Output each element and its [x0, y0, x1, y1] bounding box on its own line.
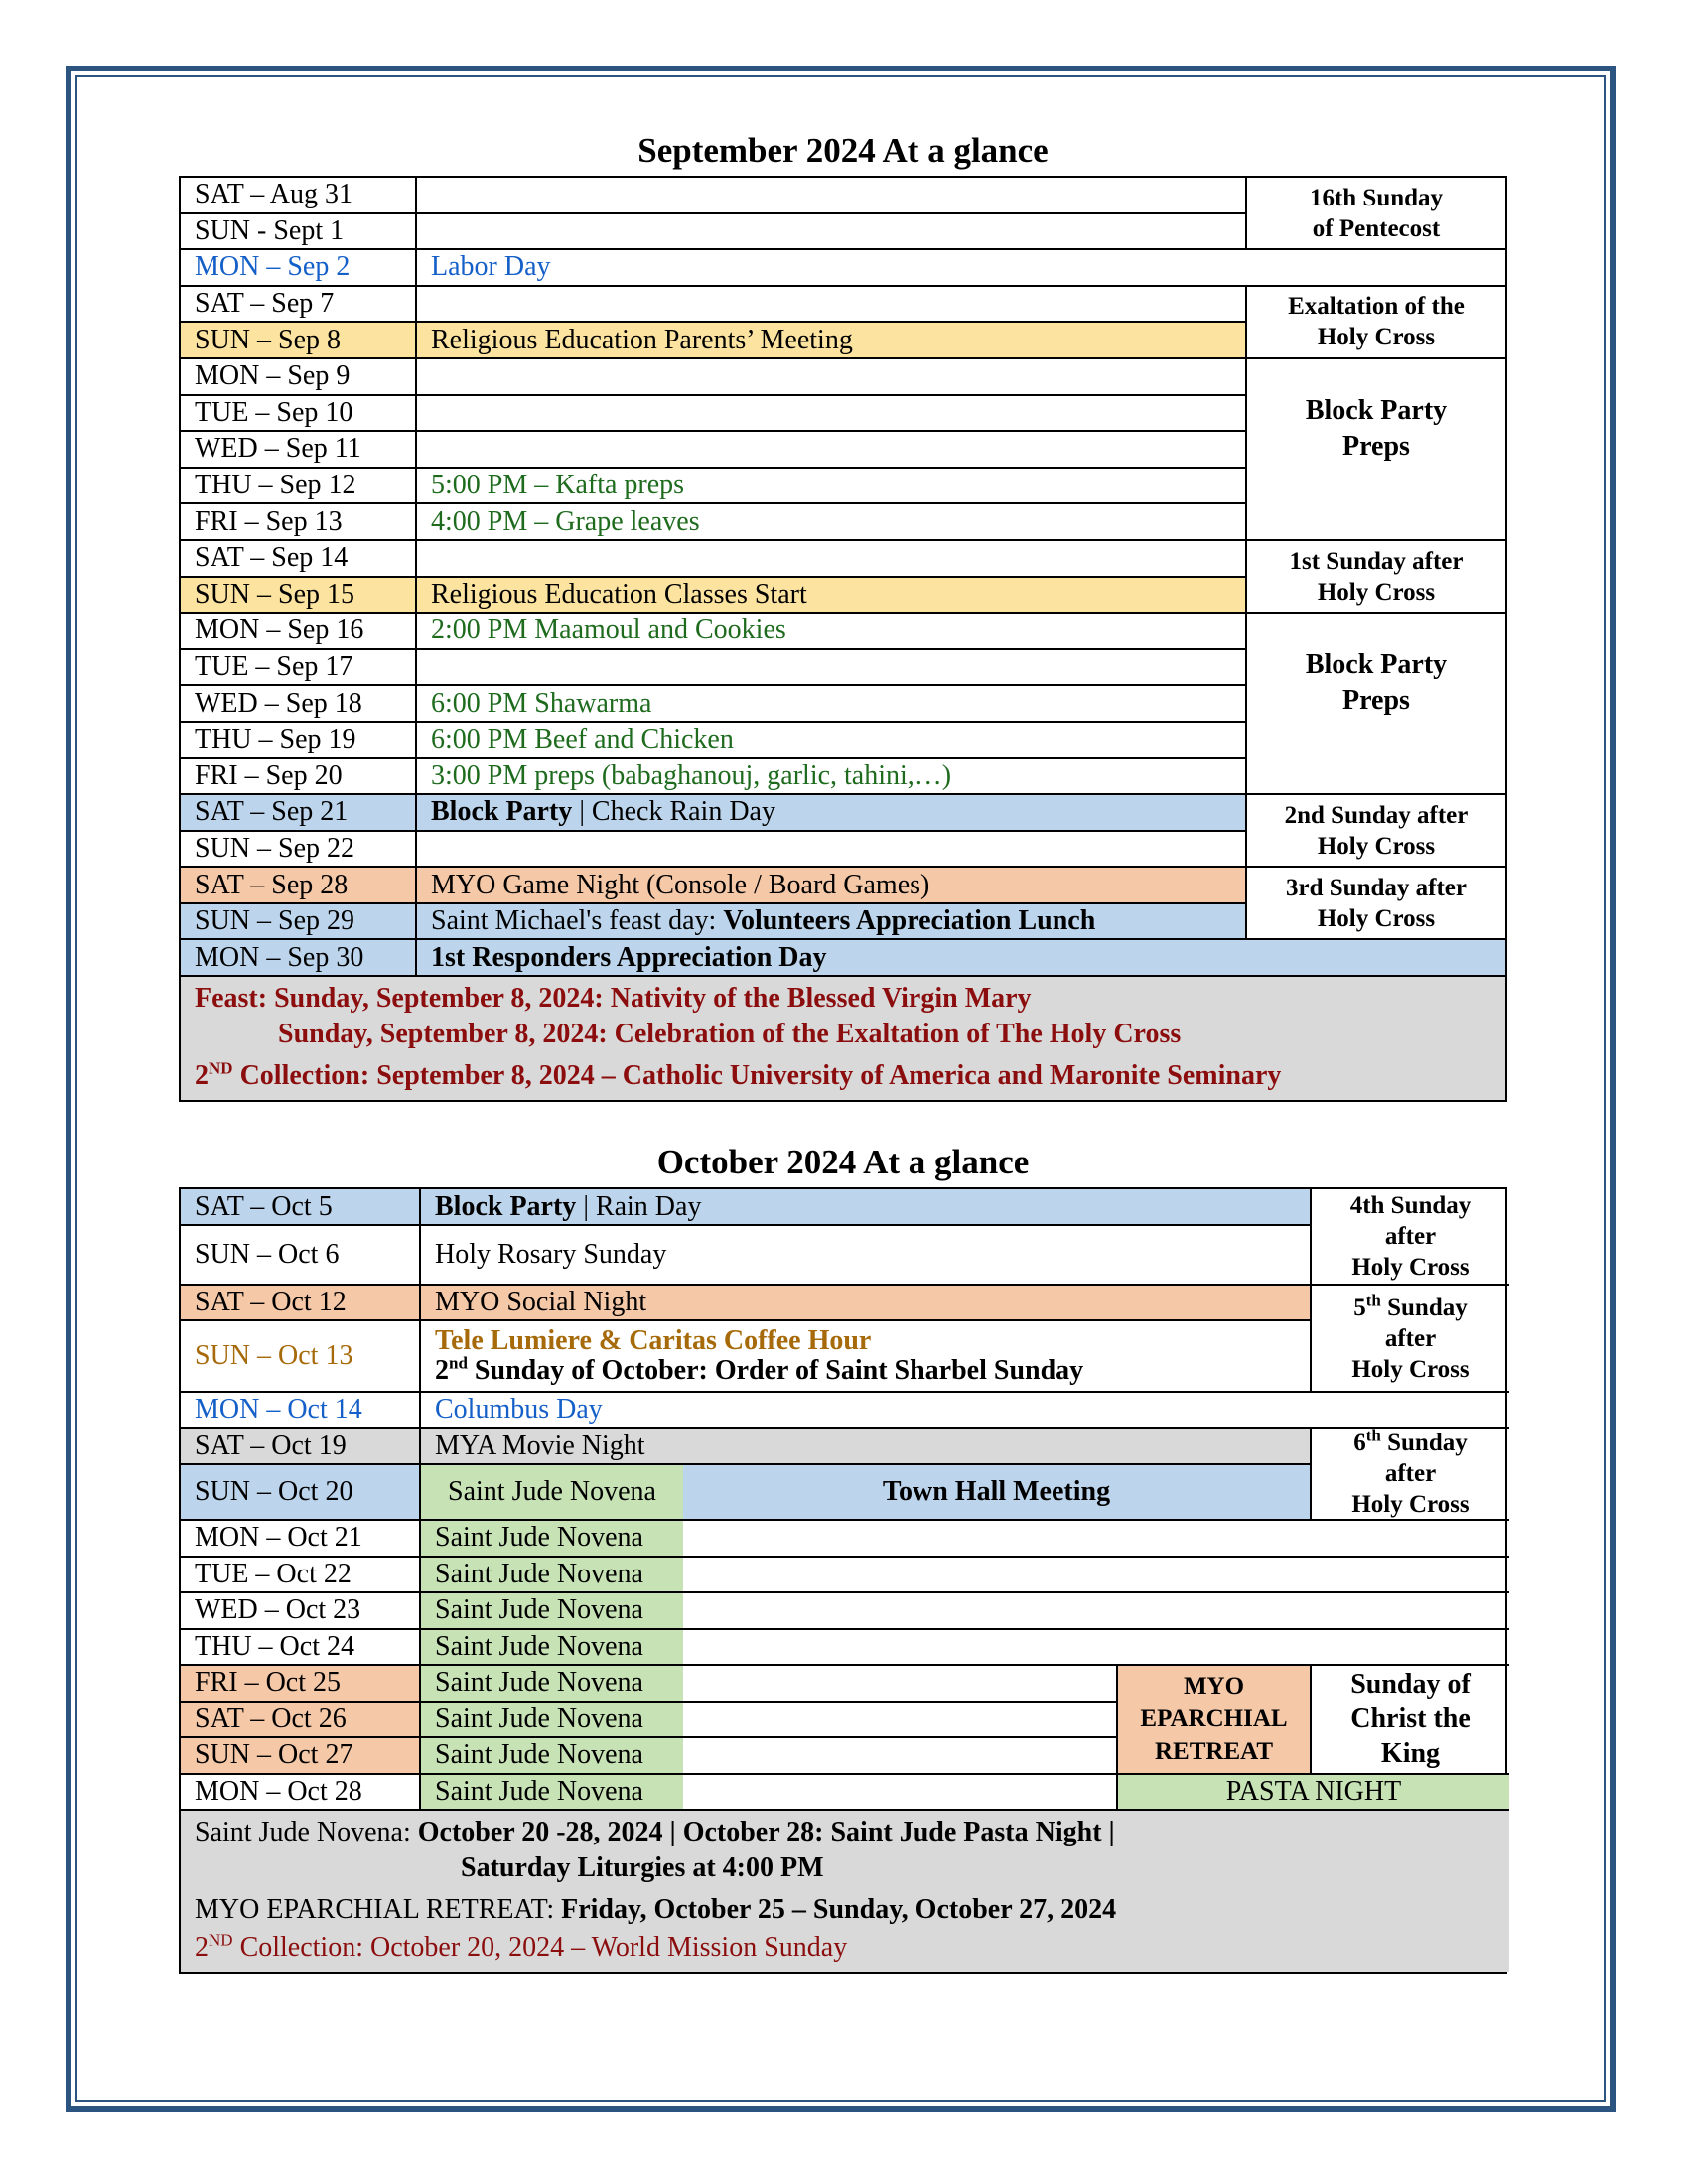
side-label [1247, 359, 1505, 541]
event-cell: 4:00 PM – Grape leaves [417, 504, 1247, 541]
event-cell: 5:00 PM – Kafta preps [417, 469, 1247, 505]
side-line: 5 [1353, 1294, 1366, 1321]
event-cell: Holy Rosary Sunday [421, 1226, 1312, 1286]
date-cell: SUN – Sep 22 [181, 832, 417, 869]
collection-superscript: ND [209, 1058, 233, 1078]
event-cell [417, 359, 1247, 396]
novena-cell: Saint Jude Novena [421, 1593, 683, 1630]
feast-date: Sunday, September 8, 2024: [274, 983, 604, 1015]
side-line: Block Party [1305, 394, 1448, 426]
event-cell [421, 1189, 1312, 1226]
side-line: Sunday [1380, 1430, 1468, 1456]
event-cell: MYO Game Night (Console / Board Games) [417, 868, 1247, 904]
side-line: Holy Cross [1317, 904, 1436, 932]
novena-cell: Saint Jude Novena [421, 1558, 683, 1594]
event-cell: 1st Responders Appreciation Day [417, 940, 1505, 977]
side-line: after [1384, 1460, 1437, 1487]
side-line: of Pentecost [1312, 214, 1441, 242]
event-cell [417, 832, 1247, 869]
september-footer [181, 977, 1505, 1100]
event-cell [683, 1738, 1118, 1775]
event-cell [683, 1593, 1509, 1630]
novena-label: Saint Jude Novena: [195, 1817, 411, 1847]
date-cell: SUN – Oct 6 [181, 1226, 421, 1286]
side-line: Exaltation of the [1288, 293, 1465, 321]
feast-text: Celebration of the Exaltation of The Holy Cross [607, 1019, 1182, 1050]
september-title: September 2024 At a glance [637, 131, 1049, 170]
date-cell: FRI – Sep 13 [181, 504, 417, 541]
event-cell: 6:00 PM Shawarma [417, 686, 1247, 723]
date-cell: MON – Oct 28 [181, 1775, 421, 1812]
side-line: Preps [1342, 685, 1410, 717]
side-line: Holy Cross [1351, 1254, 1470, 1281]
ordinal-number: 2 [435, 1355, 449, 1386]
side-line: Holy Cross [1351, 1355, 1470, 1383]
side-label [1247, 178, 1505, 250]
collection-line [195, 1930, 1495, 1966]
event-cell [683, 1558, 1509, 1594]
collection-text: Collection: October 20, 2024 – World Mission Sunday [232, 1932, 848, 1963]
retreat-line [195, 1892, 1495, 1928]
event-cell [417, 214, 1247, 251]
collection-superscript: ND [209, 1930, 233, 1950]
date-cell: SUN – Sep 29 [181, 904, 417, 941]
event-cell: Religious Education Classes Start [417, 578, 1247, 614]
date-cell: SAT – Aug 31 [181, 178, 417, 214]
event-cell: Columbus Day [421, 1393, 1509, 1429]
date-cell: SAT – Sep 7 [181, 287, 417, 324]
side-line: 3rd Sunday after [1286, 874, 1467, 901]
side-label [1247, 614, 1505, 795]
event-text: | Rain Day [576, 1190, 702, 1222]
collection-text: Collection: September 8, 2024 – Catholic University of America and Maronite Seminary [232, 1060, 1282, 1092]
feast-date: Sunday, September 8, 2024: [278, 1019, 608, 1050]
date-cell: SAT – Oct 12 [181, 1286, 421, 1321]
event-cell [417, 904, 1247, 941]
side-line: Preps [1342, 430, 1410, 462]
date-cell: SAT – Sep 14 [181, 541, 417, 578]
novena-cell: Saint Jude Novena [421, 1630, 683, 1667]
date-cell: MON – Oct 14 [181, 1393, 421, 1429]
feast-line-2 [195, 1017, 1491, 1052]
side-line: Holy Cross [1317, 832, 1436, 860]
date-cell: FRI – Oct 25 [181, 1666, 421, 1703]
september-table [179, 176, 1507, 1102]
side-line: King [1380, 1738, 1441, 1770]
date-cell: MON – Sep 2 [181, 250, 417, 287]
novena-line [195, 1815, 1495, 1850]
collection-number: 2 [195, 1932, 209, 1963]
feast-label: Feast: [195, 983, 275, 1015]
retreat-line: MYO [1183, 1673, 1245, 1701]
event-text: Saint Michael's feast day: [431, 905, 724, 937]
date-cell: THU – Sep 12 [181, 469, 417, 505]
novena-cell: Saint Jude Novena [421, 1703, 683, 1739]
date-cell: THU – Oct 24 [181, 1630, 421, 1667]
side-label [1247, 795, 1505, 868]
event-bold: Block Party [431, 796, 573, 828]
retreat-label [1118, 1666, 1312, 1775]
side-line: Sunday [1380, 1294, 1468, 1321]
date-cell: SAT – Sep 28 [181, 868, 417, 904]
event-cell [417, 650, 1247, 687]
date-cell: WED – Sep 18 [181, 686, 417, 723]
event-cell [683, 1775, 1118, 1812]
event-cell [683, 1666, 1118, 1703]
novena-text: October 20 -28, 2024 | October 28: Saint Jude Pasta Night | [410, 1817, 1115, 1847]
feast-line-1 [195, 981, 1491, 1017]
side-label [1247, 287, 1505, 359]
event-bold: Volunteers Appreciation Lunch [723, 905, 1096, 937]
date-cell: SUN – Oct 27 [181, 1738, 421, 1775]
event-bold: Block Party [435, 1190, 577, 1222]
event-text: | Check Rain Day [572, 796, 775, 828]
event-cell: Religious Education Parents’ Meeting [417, 323, 1247, 359]
event-cell [417, 432, 1247, 469]
event-cell: 3:00 PM preps (babaghanouj, garlic, tahini,…) [417, 759, 1247, 796]
side-line: Holy Cross [1351, 1491, 1470, 1518]
date-cell: MON – Sep 9 [181, 359, 417, 396]
collection-line [195, 1058, 1491, 1094]
side-label [1312, 1666, 1509, 1775]
retreat-label: MYO EPARCHIAL RETREAT: [195, 1894, 555, 1925]
event-cell [417, 396, 1247, 433]
date-cell: TUE – Sep 10 [181, 396, 417, 433]
date-cell: SAT – Sep 21 [181, 795, 417, 832]
novena-cell: Saint Jude Novena [421, 1465, 683, 1521]
side-label [1312, 1429, 1509, 1521]
side-line: after [1384, 1324, 1437, 1352]
date-cell: WED – Sep 11 [181, 432, 417, 469]
event-cell: 6:00 PM Beef and Chicken [417, 723, 1247, 759]
side-line: 16th Sunday [1309, 184, 1444, 211]
side-line: after [1384, 1223, 1437, 1250]
date-cell: SUN – Sep 15 [181, 578, 417, 614]
event-cell: 2:00 PM Maamoul and Cookies [417, 614, 1247, 650]
retreat-line: RETREAT [1154, 1738, 1273, 1766]
date-cell: MON – Sep 30 [181, 940, 417, 977]
novena-cell: Saint Jude Novena [421, 1666, 683, 1703]
event-text: Sunday of October: Order of Saint Sharbel Sunday [467, 1355, 1084, 1386]
side-line: 6 [1353, 1430, 1366, 1456]
date-cell: TUE – Oct 22 [181, 1558, 421, 1594]
date-cell: MON – Sep 16 [181, 614, 417, 650]
retreat-line: EPARCHIAL [1140, 1706, 1288, 1733]
event-cell [417, 287, 1247, 324]
event-cell [683, 1521, 1509, 1558]
event-cell: Labor Day [417, 250, 1505, 287]
event-cell: MYO Social Night [421, 1286, 1312, 1321]
date-cell: SUN – Oct 20 [181, 1465, 421, 1521]
novena-cell: Saint Jude Novena [421, 1521, 683, 1558]
side-label [1312, 1286, 1509, 1393]
side-superscript: th [1365, 1291, 1381, 1310]
side-line: 4th Sunday [1349, 1192, 1472, 1219]
pasta-night-cell: PASTA NIGHT [1118, 1775, 1509, 1812]
feast-text: Nativity of the Blessed Virgin Mary [603, 983, 1032, 1015]
date-cell: MON – Oct 21 [181, 1521, 421, 1558]
date-cell: SAT – Oct 5 [181, 1189, 421, 1226]
date-cell: SAT – Oct 26 [181, 1703, 421, 1739]
october-footer [181, 1811, 1509, 1972]
event-cell [417, 541, 1247, 578]
side-line: Sunday of [1350, 1669, 1471, 1701]
retreat-text: Friday, October 25 – Sunday, October 27, 2024 [554, 1894, 1117, 1925]
date-cell: SUN – Sep 8 [181, 323, 417, 359]
event-cell [683, 1630, 1509, 1667]
event-line-2 [435, 1353, 1084, 1386]
side-label [1247, 868, 1505, 940]
side-line: 1st Sunday after [1289, 547, 1464, 575]
side-line: Block Party [1305, 649, 1448, 681]
collection-number: 2 [195, 1060, 209, 1092]
event-cell [417, 795, 1247, 832]
side-label [1247, 541, 1505, 614]
side-line: Christ the [1350, 1704, 1471, 1735]
event-line-1: Tele Lumiere & Caritas Coffee Hour [435, 1325, 872, 1356]
date-cell: WED – Oct 23 [181, 1593, 421, 1630]
side-line: 2nd Sunday after [1284, 801, 1469, 829]
side-line: Holy Cross [1317, 324, 1436, 351]
novena-cell: Saint Jude Novena [421, 1738, 683, 1775]
side-superscript: th [1365, 1429, 1381, 1445]
date-cell: SUN – Oct 13 [181, 1321, 421, 1393]
event-cell: MYA Movie Night [421, 1429, 1312, 1465]
side-line: Holy Cross [1317, 578, 1436, 606]
liturgies-line: Saturday Liturgies at 4:00 PM [461, 1852, 824, 1883]
date-cell: THU – Sep 19 [181, 723, 417, 759]
october-title: October 2024 At a glance [656, 1143, 1030, 1181]
date-cell: SAT – Oct 19 [181, 1429, 421, 1465]
ordinal-superscript: nd [449, 1353, 468, 1373]
event-cell [683, 1703, 1118, 1739]
novena-cell: Saint Jude Novena [421, 1775, 683, 1812]
event-cell [417, 178, 1247, 214]
october-table [179, 1187, 1507, 1974]
date-cell: SUN - Sept 1 [181, 214, 417, 251]
date-cell: TUE – Sep 17 [181, 650, 417, 687]
event-cell: Town Hall Meeting [683, 1465, 1312, 1521]
date-cell: FRI – Sep 20 [181, 759, 417, 796]
event-cell [421, 1321, 1312, 1393]
side-label [1312, 1189, 1509, 1286]
